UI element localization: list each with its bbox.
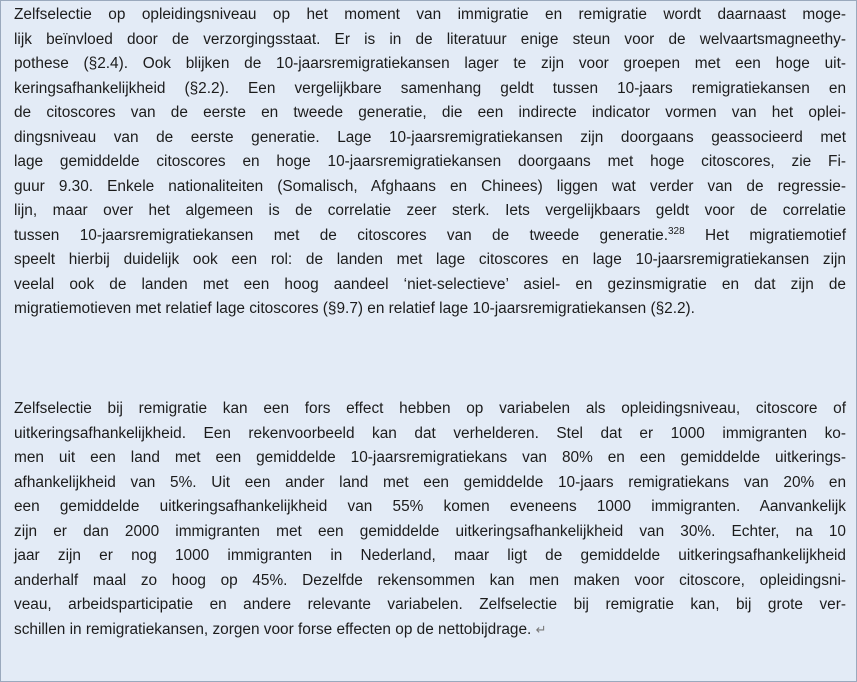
text-line: migratiemotieven met relatief lage citoscores (§9.7) en relatief lage 10-jaarsremigratiekansen (§2.2). [14, 300, 695, 317]
text-line: jaar zijn er nog 1000 immigranten in Nederland, maar ligt de gemiddelde uitkeringsafhankelijkheid [14, 547, 846, 564]
text-line: lage gemiddelde citoscores en hoge 10-jaarsremigratiekansen doorgaans met hoge citoscores, zie Fi- [14, 153, 846, 170]
text-fragment: schillen in remigratiekansen, zorgen voor forse effecten op de nettobijdrage. [14, 620, 532, 638]
text-line: speelt hierbij duidelijk ook een rol: de landen met lage citoscores en lage 10-jaarsremigratiekansen zijn [14, 251, 846, 268]
text-fragment: Het migratiemotief [684, 226, 846, 244]
text-line [14, 224, 846, 249]
paragraph-2 [14, 397, 846, 642]
text-line: dingsniveau van de eerste generatie. Lage 10-jaarsremigratiekansen zijn doorgaans geassocieerd met [14, 128, 846, 146]
text-line: de citoscores van de eerste en tweede generatie, die een indirecte indicator vormen van het oplei- [14, 104, 846, 121]
text-line: lijn, maar over het algemeen is de correlatie zeer sterk. Iets vergelijkbaars geldt voor de correlatie [14, 202, 846, 219]
text-line: veelal ook de landen met een hoog aandeel ‘niet-selectieve’ asiel- en gezinsmigratie en dat zijn de [14, 275, 846, 293]
text-line: lijk beïnvloed door de verzorgingsstaat. Er is in de literatuur enige steun voor de welvaartsmagneethy- [14, 30, 846, 48]
text-line: guur 9.30. Enkele nationaliteiten (Somalisch, Afghaans en Chinees) liggen wat verder van de regressie- [14, 177, 846, 195]
text-line: men uit een land met een gemiddelde 10-jaarsremigratiekans van 80% en een gemiddelde uitkerings- [14, 449, 846, 466]
paragraph-1 [14, 3, 846, 322]
text-line: keringsafhankelijkheid (§2.2). Een vergelijkbare samenhang geldt tussen 10-jaars remigratiekansen en [14, 79, 846, 97]
text-line: Zelfselectie op opleidingsniveau op het moment van immigratie en remigratie wordt daarnaast moge- [14, 6, 846, 23]
footnote-reference[interactable]: 328 [667, 225, 685, 237]
text-line: Zelfselectie bij remigratie kan een fors effect hebben op variabelen als opleidingsniveau, citoscore of [14, 400, 846, 417]
text-line: pothese (§2.4). Ook blijken de 10-jaarsremigratiekansen lager te zijn voor groepen met een hoge uit- [14, 55, 846, 72]
text-line: uitkeringsafhankelijkheid. Een rekenvoorbeeld kan dat verhelderen. Stel dat er 1000 immigranten ko- [14, 424, 846, 442]
text-fragment: tussen 10-jaarsremigratiekansen met de citoscores van de tweede generatie. [14, 226, 668, 244]
text-line: zijn er dan 2000 immigranten met een gemiddelde uitkeringsafhankelijkheid van 30%. Echter, na 10 [14, 522, 846, 540]
return-mark-icon: ↵ [535, 621, 547, 637]
text-line [14, 618, 846, 643]
text-line: een gemiddelde uitkeringsafhankelijkheid van 55% komen eveneens 1000 immigranten. Aanvankelijk [14, 498, 846, 515]
text-line: anderhalf maal zo hoog op 45%. Dezelfde rekensommen kan men maken voor citoscore, opleidingsni- [14, 571, 846, 589]
text-line: afhankelijkheid van 5%. Uit een ander land met een gemiddelde 10-jaars remigratiekans van 20% en [14, 473, 846, 491]
text-line: veau, arbeidsparticipatie en andere relevante variabelen. Zelfselectie bij remigratie kan, bij grote ver- [14, 596, 846, 613]
